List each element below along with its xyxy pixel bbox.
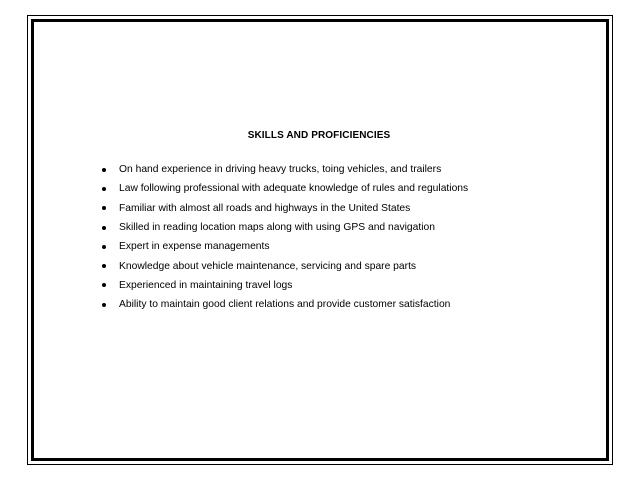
bullet-icon [102, 264, 106, 268]
skill-text: Skilled in reading location maps along with using GPS and navigation [119, 222, 435, 234]
list-item [95, 295, 468, 314]
skill-text: Expert in expense managements [119, 241, 270, 253]
skill-text: Experienced in maintaining travel logs [119, 279, 293, 291]
bullet-icon [102, 303, 106, 307]
list-item [95, 199, 468, 218]
list-item [95, 218, 468, 237]
skills-list [95, 160, 468, 314]
bullet-icon [102, 168, 106, 172]
list-item [95, 160, 468, 179]
bullet-icon [102, 187, 106, 191]
bullet-icon [102, 245, 106, 249]
section-heading: SKILLS AND PROFICIENCIES [247, 130, 391, 141]
bullet-icon [102, 283, 106, 287]
skill-text: Knowledge about vehicle maintenance, servicing and spare parts [119, 260, 417, 272]
list-item [95, 256, 468, 275]
list-item [95, 179, 468, 198]
skill-text: Law following professional with adequate knowledge of rules and regulations [119, 183, 469, 195]
skill-text: On hand experience in driving heavy trucks, toing vehicles, and trailers [119, 164, 442, 176]
skill-text: Ability to maintain good client relations and provide customer satisfaction [119, 299, 451, 311]
bullet-icon [102, 206, 106, 210]
list-item [95, 276, 468, 295]
skill-text: Familiar with almost all roads and highways in the United States [119, 202, 411, 214]
list-item [95, 237, 468, 256]
bullet-icon [102, 226, 106, 230]
